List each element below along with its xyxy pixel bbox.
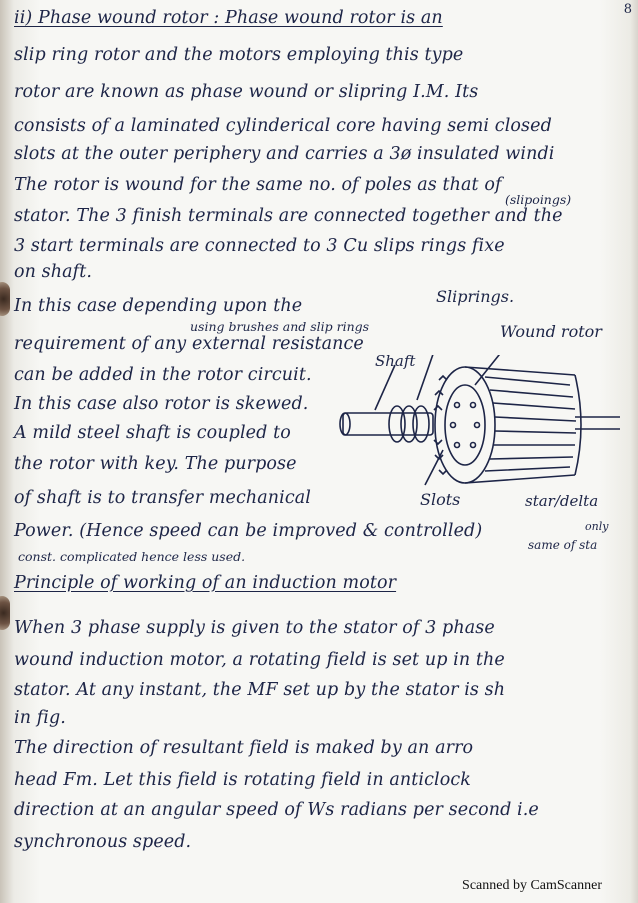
label-slots: Slots bbox=[420, 490, 461, 509]
note-line-6: The rotor is wound for the same no. of poles as that of bbox=[14, 175, 502, 195]
note-line-14: A mild steel shaft is coupled to bbox=[14, 423, 291, 443]
binding-hole bbox=[0, 596, 10, 630]
leader-slots bbox=[425, 450, 443, 485]
scanner-watermark: Scanned by CamScanner bbox=[462, 878, 602, 893]
note-line-20: When 3 phase supply is given to the stator of 3 phase bbox=[14, 618, 495, 638]
section-heading-principle: Principle of working of an induction motor bbox=[14, 573, 397, 593]
note-line-17: Power. (Hence speed can be improved & controlled) bbox=[14, 521, 483, 541]
wound-rotor-figure bbox=[335, 355, 625, 495]
note-line-7: stator. The 3 finish terminals are connected together and the bbox=[14, 206, 563, 226]
using-brushes-insert: using brushes and slip rings bbox=[190, 319, 370, 334]
note-line-16: of shaft is to transfer mechanical bbox=[14, 488, 312, 508]
note-line-27: synchronous speed. bbox=[14, 832, 192, 852]
note-line-13: In this case also rotor is skewed. bbox=[14, 394, 309, 414]
slip-ring bbox=[413, 406, 429, 442]
label-wound-rotor: Wound rotor bbox=[500, 322, 602, 341]
rotor-windings bbox=[485, 377, 576, 471]
label-same-of-sta: same of sta bbox=[528, 538, 598, 552]
label-only: only bbox=[585, 520, 609, 533]
leader-shaft bbox=[375, 365, 395, 410]
note-line-4: consists of a laminated cylinderical core having semi closed bbox=[14, 116, 552, 136]
label-star-delta: star/delta bbox=[525, 492, 599, 510]
label-sliprings: Sliprings. bbox=[436, 287, 515, 306]
corner-mark: 8 bbox=[623, 2, 632, 17]
note-line-26: direction at an angular speed of Ws radians per second i.e bbox=[14, 800, 539, 820]
note-line-22: stator. At any instant, the MF set up by the stator is sh bbox=[14, 680, 506, 700]
note-line-10: In this case depending upon the bbox=[14, 296, 303, 316]
note-line-24: The direction of resultant field is maked by an arro bbox=[14, 738, 474, 758]
binding-hole bbox=[0, 282, 10, 316]
note-line-3: rotor are known as phase wound or slipring I.M. Its bbox=[14, 82, 479, 102]
note-line-11: requirement of any external resistance bbox=[14, 334, 364, 354]
shaft-shape bbox=[343, 413, 433, 435]
note-line-25: head Fm. Let this field is rotating field in anticlock bbox=[14, 770, 471, 790]
note-line-5: slots at the outer periphery and carries a 3ø insulated windi bbox=[14, 144, 555, 164]
note-line-23: in fig. bbox=[14, 708, 66, 728]
note-line-15: the rotor with key. The purpose bbox=[14, 454, 297, 474]
const-note-insert: const. complicated hence less used. bbox=[18, 549, 246, 564]
note-line-21: wound induction motor, a rotating field is set up in the bbox=[14, 650, 505, 670]
slipoings-insert: (slipoings) bbox=[505, 192, 572, 207]
note-line-12: can be added in the rotor circuit. bbox=[14, 365, 312, 385]
note-line-8: 3 start terminals are connected to 3 Cu slips rings fixe bbox=[14, 236, 505, 256]
label-shaft: Shaft bbox=[375, 352, 416, 370]
note-line-2: slip ring rotor and the motors employing this type bbox=[14, 45, 464, 65]
note-line-1: ii) Phase wound rotor : Phase wound rotor is an bbox=[14, 8, 443, 28]
note-line-9: on shaft. bbox=[14, 262, 93, 282]
